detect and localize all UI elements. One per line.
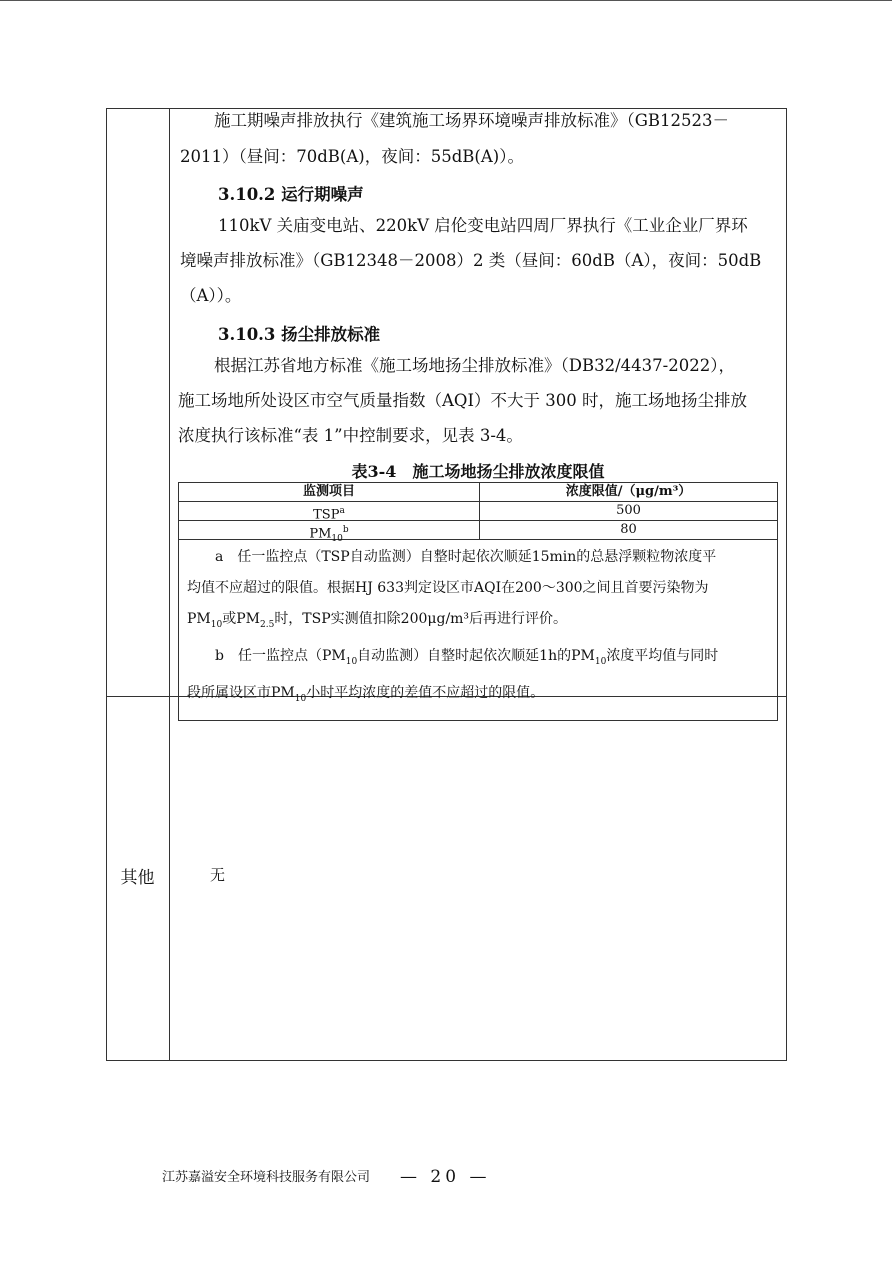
cell-value-tsp: 500 [616, 503, 641, 518]
page-number: — 20 — [400, 1167, 491, 1187]
column-divider [169, 108, 170, 1061]
footer-company: 江苏嘉溢安全环境科技服务有限公司 [162, 1170, 371, 1185]
note-b: b 任一监控点（$PM_{10}$自动监测）自整时起依次顺延1h的$PM_{10}$浓度平均值与同时 [215, 647, 719, 667]
cell-item-tsp: TSP$^a$ [179, 502, 480, 520]
top-rule [0, 0, 892, 1]
heading-dust-standard: 3.10.3 扬尘排放标准 [218, 325, 381, 344]
table-header-row [179, 483, 777, 502]
note-b-cont: 段所属设区市$PM_{10}$小时平均浓度的差值不应超过的限值。 [187, 684, 545, 704]
table-row [179, 521, 777, 544]
table-notes [179, 540, 777, 720]
para-construction-noise-line1: 施工期噪声排放执行《建筑施工场界环境噪声排放标准》（GB12523－ [214, 111, 730, 130]
table-title: 表3-4 施工场地扬尘排放浓度限值 [351, 462, 605, 481]
para-dust-line1: 根据江苏省地方标准《施工场地扬尘排放标准》（DB32/4437-2022）， [214, 356, 735, 375]
para-operation-line3: （A））。 [180, 286, 242, 305]
para-dust-line2: 施工场地所处设区市空气质量指数（AQI）不大于 300 时，施工场地扬尘排放 [178, 391, 747, 410]
cell-item-pm10: $PM_{10}^b$ [179, 521, 480, 539]
para-operation-line1: 110kV 关庙变电站、220kV 启伦变电站四周厂界执行《工业企业厂界环 [218, 216, 748, 235]
other-content: 无 [210, 866, 226, 884]
note-a-cont: 均值不应超过的限值。根据HJ 633判定设区市AQI在200～300之间且首要污染物为 [187, 580, 709, 596]
para-dust-line3: 浓度执行该标准“表 1”中控制要求，见表 3-4。 [178, 426, 523, 445]
note-a: a 任一监控点（TSP自动监测）自整时起依次顺延15min的总悬浮颗粒物浓度平 [215, 549, 717, 565]
table-row [179, 502, 777, 521]
para-operation-line2: 境噪声排放标准》（GB12348－2008）2 类（昼间：60dB（A），夜间：50dB [180, 251, 762, 270]
col-header-item: 监测项目 [179, 483, 480, 501]
note-a-cont: $PM_{10}$或$PM_{2.5}$时，TSP实测值扣除200μg/m³后再进行评价。 [187, 611, 568, 630]
para-construction-noise-line2: 2011）（昼间：70dB(A)，夜间：55dB(A)）。 [180, 147, 524, 166]
dust-limit-table [178, 482, 778, 721]
cell-value-pm10: 80 [620, 522, 637, 537]
col-header-limit: 浓度限值/（μg/m³） [565, 484, 692, 499]
heading-operation-noise: 3.10.2 运行期噪声 [218, 185, 364, 204]
row-label-other: 其他 [120, 868, 155, 888]
